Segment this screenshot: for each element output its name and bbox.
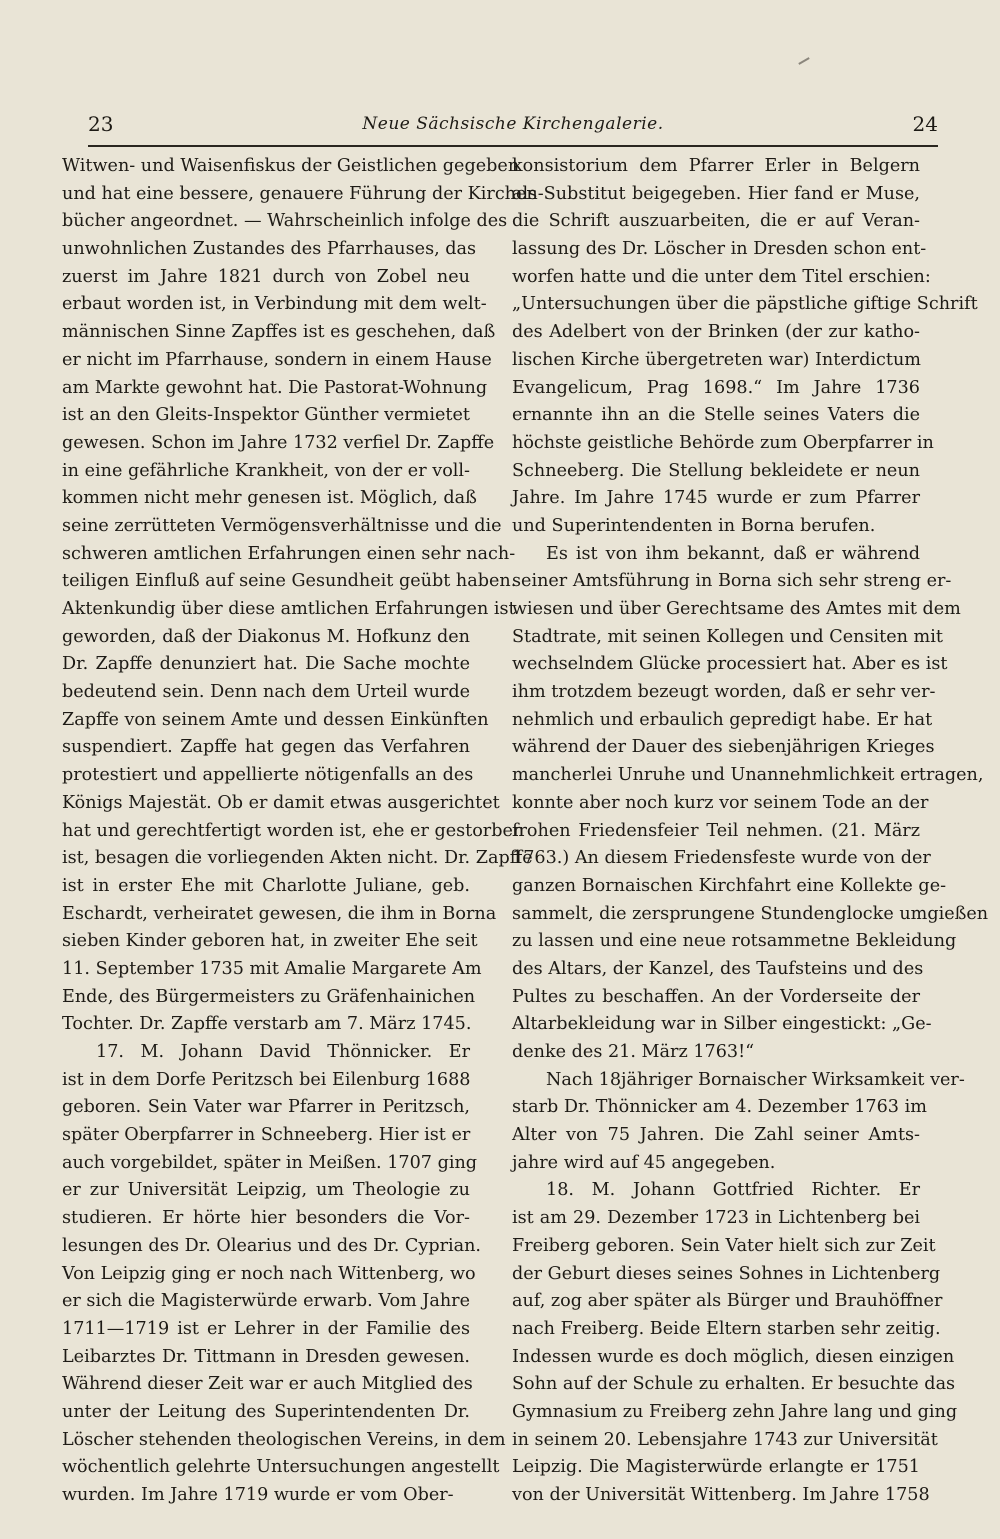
text-line: Jahre. Im Jahre 1745 wurde er zum Pfarrer <box>512 488 920 509</box>
text-line: ist am 29. Dezember 1723 in Lichtenberg bei <box>512 1208 920 1229</box>
text-line: erbaut worden ist, in Verbindung mit dem welt- <box>62 294 487 315</box>
text-line: starb Dr. Thönnicker am 4. Dezember 1763 im <box>512 1097 927 1118</box>
page-number-right: 24 <box>912 112 938 136</box>
text-line: auch vorgebildet, später in Meißen. 1707 ging <box>62 1152 478 1173</box>
text-line: Evangelicum, Prag 1698.“ Im Jahre 1736 <box>512 377 920 398</box>
text-line: Gymnasium zu Freiberg zehn Jahre lang und ging <box>512 1401 958 1422</box>
text-line: zu lassen und eine neue rotsammetne Bekleidung <box>512 931 957 952</box>
text-line: kommen nicht mehr genesen ist. Möglich, daß <box>62 488 477 509</box>
text-line: in seinem 20. Lebensjahre 1743 zur Universität <box>512 1429 938 1450</box>
text-line: geworden, daß der Diakonus M. Hofkunz den <box>62 626 470 647</box>
text-line: Freiberg geboren. Sein Vater hielt sich zur Zeit <box>512 1235 936 1256</box>
text-line: hat und gerechtfertigt worden ist, ehe er gestorben <box>62 820 525 841</box>
text-line: lesungen des Dr. Olearius und des Dr. Cyprian. <box>62 1235 482 1256</box>
text-line: ihm trotzdem bezeugt worden, daß er sehr ver- <box>512 682 936 703</box>
text-line: Leipzig. Die Magisterwürde erlangte er 1751 <box>512 1457 920 1478</box>
text-line: wechselndem Glücke processiert hat. Aber es ist <box>512 654 948 675</box>
text-line: Nach 18jähriger Bornaischer Wirksamkeit ver- <box>546 1069 965 1090</box>
text-line: unwohnlichen Zustandes des Pfarrhauses, das <box>62 239 477 260</box>
text-line: ist in dem Dorfe Peritzsch bei Eilenburg 1688 <box>62 1069 471 1090</box>
text-line: unter der Leitung des Superintendenten Dr. <box>62 1401 470 1422</box>
text-line: lassung des Dr. Löscher in Dresden schon ent- <box>512 239 927 260</box>
text-line: 18. M. Johann Gottfried Richter. Er <box>546 1180 920 1201</box>
text-line: bedeutend sein. Denn nach dem Urteil wurde <box>62 682 470 703</box>
text-line: konnte aber noch kurz vor seinem Tode an der <box>512 792 929 813</box>
text-line: Tochter. Dr. Zapffe verstarb am 7. März 1745. <box>62 1014 472 1035</box>
text-line: suspendiert. Zapffe hat gegen das Verfahren <box>62 737 470 758</box>
header-rule <box>88 145 938 147</box>
text-line: Aktenkundig über diese amtlichen Erfahrungen ist <box>62 599 516 619</box>
text-line: denke des 21. März 1763!“ <box>512 1042 755 1062</box>
text-line: wiesen und über Gerechtsame des Amtes mit dem <box>512 599 961 619</box>
text-line: nach Freiberg. Beide Eltern starben sehr zeitig. <box>512 1318 941 1339</box>
text-line: mancherlei Unruhe und Unannehmlichkeit ertragen, <box>512 765 984 786</box>
text-line: höchste geistliche Behörde zum Oberpfarrer in <box>512 432 934 453</box>
text-line: Altarbekleidung war in Silber eingestickt: „Ge- <box>512 1014 932 1035</box>
text-line: teiligen Einfluß auf seine Gesundheit geübt haben. <box>62 571 517 592</box>
text-line: Witwen- und Waisenfiskus der Geistlichen gegeben <box>62 156 520 176</box>
text-line: er zur Universität Leipzig, um Theologie zu <box>62 1180 470 1201</box>
text-line: jahre wird auf 45 angegeben. <box>512 1152 776 1173</box>
running-header <box>88 112 938 146</box>
text-line: protestiert und appellierte nötigenfalls an des <box>62 765 474 786</box>
text-line: in eine gefährliche Krankheit, von der er voll- <box>62 460 470 481</box>
text-line: Dr. Zapffe denunziert hat. Die Sache mochte <box>62 654 470 675</box>
text-line: Während dieser Zeit war er auch Mitglied des <box>62 1374 473 1395</box>
text-line: schweren amtlichen Erfahrungen einen sehr nach- <box>62 543 516 564</box>
text-line: nehmlich und erbaulich gepredigt habe. Er hat <box>512 709 933 730</box>
text-line: sieben Kinder geboren hat, in zweiter Ehe seit <box>62 931 478 952</box>
text-line: Alter von 75 Jahren. Die Zahl seiner Amts- <box>512 1125 920 1146</box>
text-line: seiner Amtsführung in Borna sich sehr streng er- <box>512 571 952 592</box>
text-line: gewesen. Schon im Jahre 1732 verfiel Dr. Zapffe <box>62 432 495 453</box>
text-line: ist, besagen die vorliegenden Akten nicht. Dr. Zapffe <box>62 848 533 869</box>
text-line: später Oberpfarrer in Schneeberg. Hier ist er <box>62 1125 471 1146</box>
text-line: von der Universität Wittenberg. Im Jahre 1758 <box>512 1485 930 1505</box>
text-line: Löscher stehenden theologischen Vereins, in dem <box>62 1429 506 1450</box>
text-line: seine zerrütteten Vermögensverhältnisse und die <box>62 515 502 536</box>
text-line: Eschardt, verheiratet gewesen, die ihm in Borna <box>62 903 497 924</box>
text-line: konsistorium dem Pfarrer Erler in Belgern <box>512 156 920 176</box>
text-line: ist in erster Ehe mit Charlotte Juliane, geb. <box>62 875 470 896</box>
text-line: 1763.) An diesem Friedensfeste wurde von der <box>512 848 931 869</box>
text-line: Indessen wurde es doch möglich, diesen einzigen <box>512 1346 955 1367</box>
right-text-column <box>512 153 989 1510</box>
text-line: 11. September 1735 mit Amalie Margarete Am <box>62 958 482 979</box>
text-line: die Schrift auszuarbeiten, die er auf Veran- <box>512 211 920 232</box>
text-line: Zapffe von seinem Amte und dessen Einkünften <box>62 709 489 730</box>
text-line: „Untersuchungen über die päpstliche giftige Schrift <box>512 294 978 315</box>
text-line: Es ist von ihm bekannt, daß er während <box>546 543 920 564</box>
text-line: des Adelbert von der Brinken (der zur katho- <box>512 322 920 343</box>
text-line: 1711—1719 ist er Lehrer in der Familie des <box>62 1318 470 1339</box>
text-line: Ende, des Bürgermeisters zu Gräfenhainichen <box>62 986 476 1007</box>
text-line: Sohn auf der Schule zu erhalten. Er besuchte das <box>512 1374 956 1395</box>
text-line: 17. M. Johann David Thönnicker. Er <box>96 1042 470 1062</box>
text-line: männischen Sinne Zapffes ist es geschehen, daß <box>62 322 496 343</box>
text-line: sammelt, die zersprungene Stundenglocke umgießen <box>512 903 989 924</box>
text-line: als Substitut beigegeben. Hier fand er Muse, <box>512 183 920 204</box>
text-line: Pultes zu beschaffen. An der Vorderseite der <box>512 986 920 1007</box>
text-line: bücher angeordnet. — Wahrscheinlich infolge des <box>62 211 508 232</box>
text-line: er nicht im Pfarrhause, sondern in einem Hause <box>62 349 492 370</box>
text-line: worfen hatte und die unter dem Titel erschien: <box>512 266 931 287</box>
pencil-mark <box>798 57 809 65</box>
running-title: Neue Sächsische Kirchengalerie. <box>362 114 664 134</box>
text-line: Leibarztes Dr. Tittmann in Dresden gewesen. <box>62 1346 470 1367</box>
text-line: auf, zog aber später als Bürger und Brauhöffner <box>512 1291 943 1312</box>
text-line: ernannte ihn an die Stelle seines Vaters die <box>512 405 920 426</box>
text-line: Stadtrate, mit seinen Kollegen und Censiten mit <box>512 626 943 647</box>
text-line: des Altars, der Kanzel, des Taufsteins und des <box>512 958 924 979</box>
text-line: ist an den Gleits-Inspektor Günther vermietet <box>62 405 470 426</box>
text-line: frohen Friedensfeier Teil nehmen. (21. März <box>512 820 920 841</box>
text-line: lischen Kirche übergetreten war) Interdictum <box>512 349 921 370</box>
text-line: und Superintendenten in Borna berufen. <box>512 515 876 536</box>
text-line: er sich die Magisterwürde erwarb. Vom Jahre <box>62 1291 471 1312</box>
text-line: Von Leipzig ging er noch nach Wittenberg, wo <box>62 1263 476 1284</box>
text-line: der Geburt dieses seines Sohnes in Lichtenberg <box>512 1263 941 1284</box>
text-line: wurden. Im Jahre 1719 wurde er vom Ober- <box>62 1485 454 1505</box>
page-number-left: 23 <box>88 112 114 136</box>
text-line: Schneeberg. Die Stellung bekleidete er neun <box>512 460 920 481</box>
text-line: und hat eine bessere, genauere Führung der Kirchen- <box>62 183 544 204</box>
text-line: studieren. Er hörte hier besonders die Vor- <box>62 1208 470 1229</box>
text-line: am Markte gewohnt hat. Die Pastorat-Wohnung <box>62 377 488 398</box>
text-line: zuerst im Jahre 1821 durch von Zobel neu <box>62 266 470 287</box>
text-line: während der Dauer des siebenjährigen Krieges <box>512 737 935 758</box>
left-text-column <box>62 153 544 1510</box>
text-line: wöchentlich gelehrte Untersuchungen angestellt <box>62 1457 500 1478</box>
text-line: geboren. Sein Vater war Pfarrer in Peritzsch, <box>62 1097 470 1118</box>
text-line: Königs Majestät. Ob er damit etwas ausgerichtet <box>62 792 500 813</box>
text-line: ganzen Bornaischen Kirchfahrt eine Kollekte ge- <box>512 875 947 896</box>
